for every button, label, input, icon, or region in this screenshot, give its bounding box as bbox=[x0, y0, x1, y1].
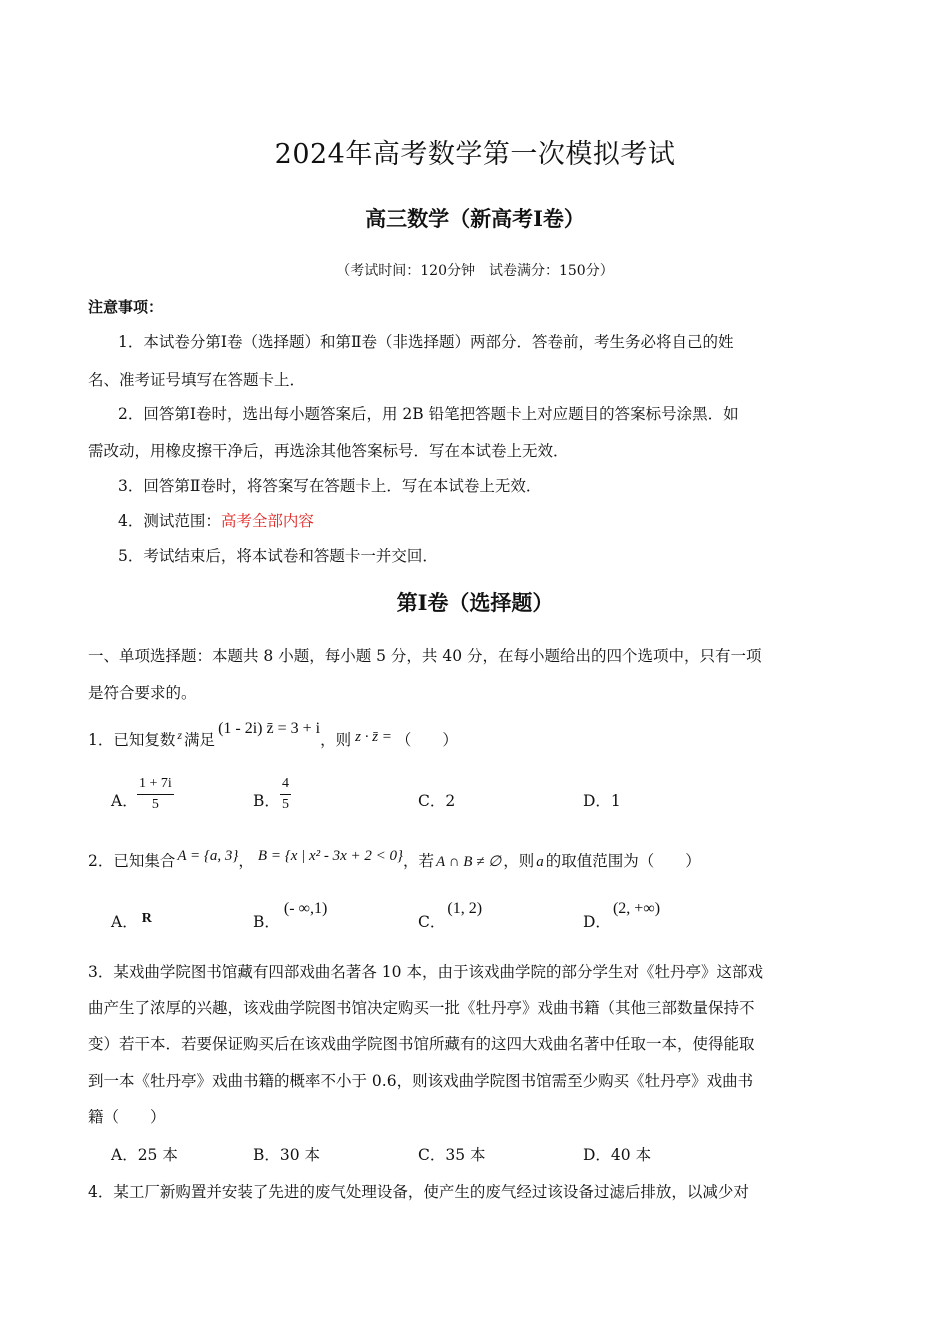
exam-subtitle: 高三数学（新高考Ⅰ卷） bbox=[365, 206, 585, 231]
notice-item-5: 5．考试结束后，将本试卷和答题卡一并交回． bbox=[118, 547, 438, 565]
notice-item-2-line-2: 需改动，用橡皮擦干净后，再选涂其他答案标号．写在本试卷上无效． bbox=[88, 442, 569, 460]
q3-option-b: B．30 本 bbox=[253, 1146, 321, 1164]
q2-option-b-value: (- ∞,1) bbox=[283, 900, 328, 917]
q2-option-c-value: (1, 2) bbox=[447, 900, 483, 917]
q2-option-b bbox=[253, 900, 328, 932]
q1-option-b-fraction bbox=[280, 774, 291, 815]
q1-stem bbox=[88, 720, 458, 750]
q2-then: ，则 bbox=[503, 852, 535, 870]
q1-option-d: D．1 bbox=[583, 792, 621, 810]
q2-var-a: a bbox=[536, 854, 544, 870]
q1-satisfy: 满足 bbox=[184, 731, 216, 749]
q2-option-d-label: D． bbox=[583, 913, 611, 931]
q1-option-a-numerator: 1 + 7i bbox=[137, 774, 174, 795]
q2-option-c-label: C． bbox=[418, 913, 446, 931]
notice-item-3: 3．回答第Ⅱ卷时，将答案写在答题卡上．写在本试卷上无效． bbox=[118, 477, 542, 495]
notice-item-1-line-2: 名、准考证号填写在答题卡上． bbox=[88, 371, 306, 389]
notice-heading: 注意事项： bbox=[88, 298, 164, 316]
q2-option-c bbox=[418, 900, 483, 932]
notice-item-4 bbox=[118, 509, 314, 531]
q3-option-d: D．40 本 bbox=[583, 1146, 652, 1164]
q1-option-b-label: B． bbox=[253, 792, 280, 810]
q2-option-a-value: R bbox=[141, 911, 152, 926]
section-title: 第Ⅰ卷（选择题） bbox=[396, 590, 554, 615]
notice-item-4-prefix: 4．测试范围： bbox=[118, 512, 221, 530]
q2-set-b: B = {x | x² - 3x + 2 < 0} bbox=[257, 848, 404, 864]
q2-option-d bbox=[583, 900, 661, 932]
q2-option-d-value: (2, +∞) bbox=[612, 900, 661, 917]
q2-set-a: A = {a, 3} bbox=[177, 848, 239, 864]
notice-item-4-scope: 高考全部内容 bbox=[220, 512, 314, 530]
q3-line-4: 到一本《牡丹亭》戏曲书籍的概率不小于 0.6，则该戏曲学院图书馆需至少购买《牡丹亭》戏曲书 bbox=[88, 1072, 754, 1090]
q4-line-1: 4．某工厂新购置并安装了先进的废气处理设备，使产生的废气经过该设备过滤后排放，以减少对 bbox=[88, 1183, 749, 1201]
q3-line-1: 3．某戏曲学院图书馆藏有四部戏曲名著各 10 本，由于该戏曲学院的部分学生对《牡丹亭》这部戏 bbox=[88, 963, 763, 981]
q2-option-a bbox=[111, 910, 152, 932]
q1-then: ，则 bbox=[320, 731, 352, 749]
q3-line-2: 曲产生了浓厚的兴趣，该戏曲学院图书馆决定购买一批《牡丹亭》戏曲书籍（其他三部数量保持不 bbox=[88, 999, 755, 1017]
q2-option-b-label: B． bbox=[253, 913, 280, 931]
q1-option-a-denominator: 5 bbox=[151, 797, 159, 812]
q1-option-a-fraction bbox=[137, 774, 174, 815]
q1-paren: （ ） bbox=[395, 731, 458, 749]
exam-time-info: （考试时间：120分钟 试卷满分：150分） bbox=[336, 263, 614, 279]
q1-expression: z · z̄ = bbox=[355, 729, 392, 745]
q2-tail: 的取值范围为（ ） bbox=[545, 852, 701, 870]
q2-cond-prefix: ，若 bbox=[403, 852, 435, 870]
q1-equation: (1 - 2i) z̄ = 3 + i bbox=[218, 720, 321, 737]
q3-option-c: C．35 本 bbox=[418, 1146, 486, 1164]
q2-stem bbox=[88, 849, 701, 871]
q2-option-a-label: A． bbox=[111, 913, 138, 931]
q3-option-a: A．25 本 bbox=[111, 1146, 178, 1164]
notice-item-2-line-1: 2．回答第Ⅰ卷时，选出每小题答案后，用 2B 铅笔把答题卡上对应题目的答案标号涂黑．如 bbox=[118, 405, 739, 423]
q1-prefix: 1．已知复数 bbox=[88, 731, 176, 749]
q1-option-b-numerator: 4 bbox=[280, 774, 291, 795]
part1-instructions-line-2: 是符合要求的。 bbox=[88, 684, 197, 702]
part1-instructions-line-1: 一、单项选择题：本题共 8 小题，每小题 5 分，共 40 分，在每小题给出的四个选项中，只有一项 bbox=[88, 647, 762, 665]
q2-prefix: 2．已知集合 bbox=[88, 852, 176, 870]
q3-line-5: 籍（ ） bbox=[88, 1108, 166, 1126]
notice-item-1-line-1: 1．本试卷分第Ⅰ卷（选择题）和第Ⅱ卷（非选择题）两部分．答卷前，考生务必将自己的姓 bbox=[118, 333, 734, 351]
q2-comma: ， bbox=[238, 852, 254, 870]
q1-var-z: z bbox=[177, 728, 183, 742]
q1-option-b-denominator: 5 bbox=[282, 797, 289, 812]
q1-option-c: C．2 bbox=[418, 792, 456, 810]
q2-condition: A ∩ B ≠ ∅ bbox=[436, 854, 502, 870]
q3-line-3: 变）若干本．若要保证购买后在该戏曲学院图书馆所藏有的这四大戏曲名著中任取一本，使得能取 bbox=[88, 1035, 755, 1053]
q1-option-a-label: A． bbox=[111, 792, 138, 810]
exam-title: 2024年高考数学第一次模拟考试 bbox=[274, 139, 676, 170]
